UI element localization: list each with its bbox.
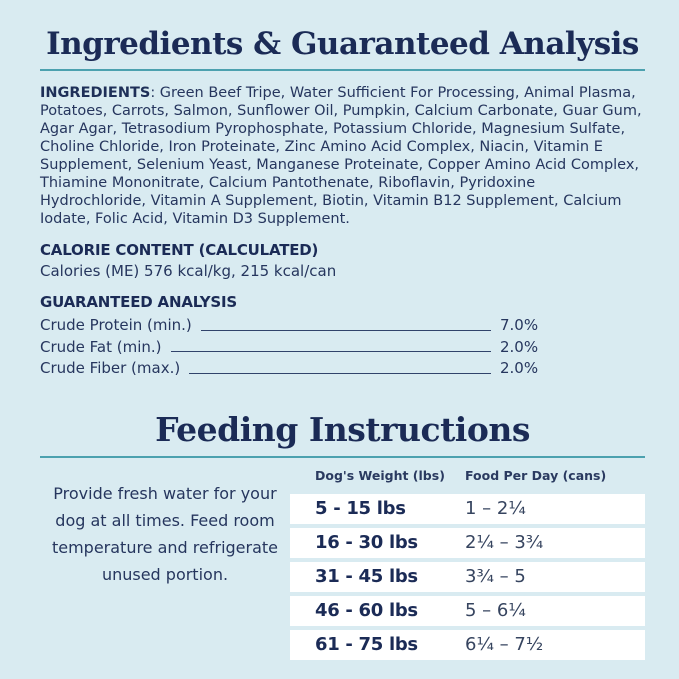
table-row bbox=[290, 562, 645, 592]
leader-line bbox=[201, 330, 491, 331]
feeding-table-header bbox=[290, 468, 645, 483]
ingredients-analysis-title: Ingredients & Guaranteed Analysis bbox=[46, 26, 639, 62]
calorie-content-value: Calories (ME) 576 kcal/kg, 215 kcal/can bbox=[40, 262, 337, 280]
table-row bbox=[290, 494, 645, 524]
analysis-label: Crude Protein (min.) bbox=[40, 316, 192, 334]
analysis-value: 2.0% bbox=[500, 359, 539, 377]
column-header-food-per-day: Food Per Day (cans) bbox=[465, 467, 607, 483]
analysis-label: Crude Fat (min.) bbox=[40, 337, 162, 356]
analysis-row-crude-protein bbox=[40, 315, 540, 337]
feeding-instructions-body bbox=[40, 468, 645, 664]
food-amount: 1 – 2¼ bbox=[465, 498, 526, 519]
leader-line bbox=[189, 373, 491, 374]
weight-range: 46 - 60 lbs bbox=[315, 600, 418, 621]
feeding-instructions-title: Feeding Instructions bbox=[155, 409, 530, 449]
weight-range: 5 - 15 lbs bbox=[315, 498, 406, 519]
analysis-value: 7.0% bbox=[500, 316, 539, 334]
table-row bbox=[290, 596, 645, 626]
weight-range: 61 - 75 lbs bbox=[315, 634, 418, 655]
feeding-title-underline-rule bbox=[40, 456, 645, 458]
calorie-content-heading: CALORIE CONTENT (CALCULATED) bbox=[40, 241, 319, 259]
ingredients-label: INGREDIENTS bbox=[40, 85, 151, 101]
ingredients-list-text: : Green Beef Tripe, Water Sufficient For Processing, Animal Plasma, Potatoes, Carrots, Salmon, Sunflower Oil, Pumpkin, Calcium Carbonate, Guar Gum, Agar Agar, Tetrasodium Pyrophosphate, Potassium Chloride, Magnesium Sulfate, Choline Chloride, Iron Proteinate, Zinc Amino Acid Complex, Niacin, Vitamin E Supplement, Selenium Yeast, Manganese Proteinate, Copper Amino Acid Complex, Thiamine Mononitrate, Calcium Pantothenate, Riboflavin, Pyridoxine Hydrochloride, Vitamin A Supplement, Biotin, Vitamin B12 Supplement, Calcium Iodate, Folic Acid, Vitamin D3 Supplement. bbox=[40, 85, 642, 227]
column-header-dogs-weight: Dog's Weight (lbs) bbox=[315, 467, 445, 483]
feeding-table bbox=[290, 468, 645, 664]
food-amount: 5 – 6¼ bbox=[465, 600, 526, 621]
ingredients-paragraph bbox=[40, 84, 645, 228]
weight-range: 31 - 45 lbs bbox=[315, 566, 418, 587]
table-row bbox=[290, 630, 645, 660]
guaranteed-analysis-heading: GUARANTEED ANALYSIS bbox=[40, 293, 237, 311]
food-amount: 2¼ – 3¾ bbox=[465, 532, 544, 553]
analysis-value: 2.0% bbox=[500, 337, 539, 356]
food-amount: 6¼ – 7½ bbox=[465, 634, 544, 655]
table-row bbox=[290, 528, 645, 558]
analysis-row-crude-fat bbox=[40, 337, 540, 359]
title-underline-rule bbox=[40, 69, 645, 71]
feeding-note: Provide fresh water for your dog at all times. Feed room temperature and refrigerate unused portion. bbox=[51, 483, 279, 584]
guaranteed-analysis-list bbox=[40, 315, 540, 380]
leader-line bbox=[171, 351, 491, 352]
weight-range: 16 - 30 lbs bbox=[315, 532, 418, 553]
analysis-row-crude-fiber bbox=[40, 358, 540, 380]
analysis-label: Crude Fiber (max.) bbox=[40, 359, 181, 377]
food-amount: 3¾ – 5 bbox=[465, 566, 526, 587]
